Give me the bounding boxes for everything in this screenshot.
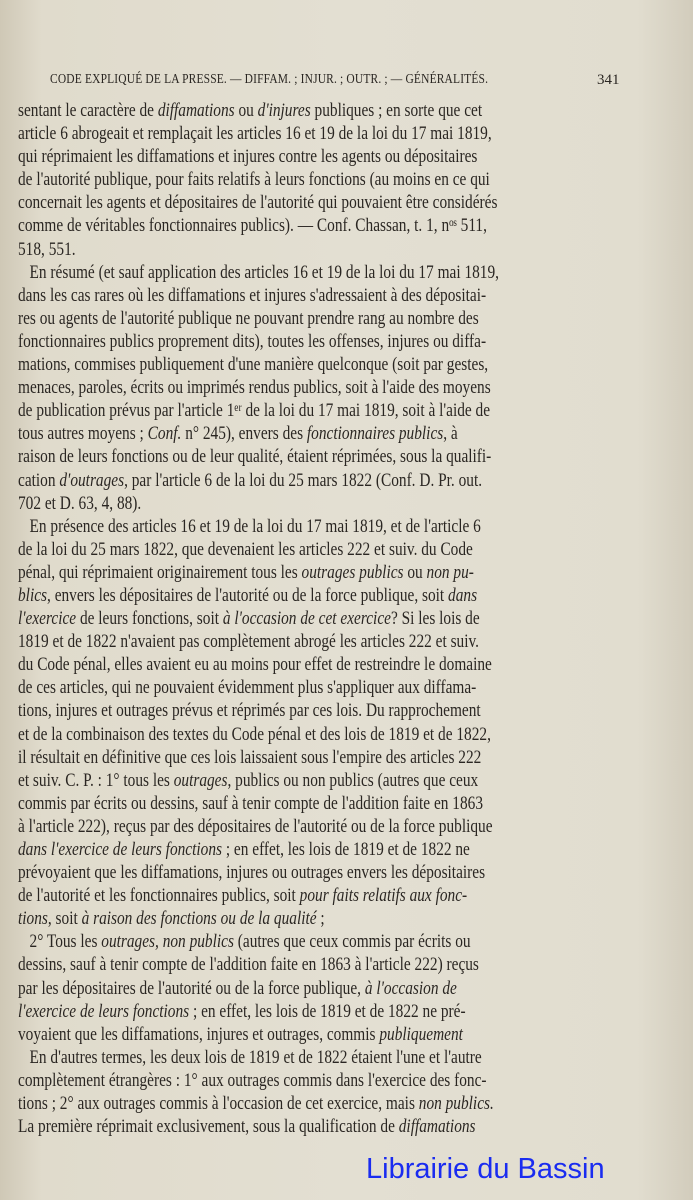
text-line: [18, 608, 624, 631]
text-segment: à l'article 222), reçus par des dépositaires de l'autorité ou de la force publique: [18, 816, 493, 837]
text-segment: En résumé (et sauf application des articles 16 et 19 de la loi du 17 mai 1819,: [18, 262, 499, 283]
text-segment: ; en effet, les lois de 1819 et de 1822 ne pré-: [189, 1001, 466, 1022]
text-line: [18, 978, 624, 1001]
text-line: [18, 1070, 624, 1093]
text-segment: il résultait en définitive que ces lois laissaient sous l'empire des articles 222: [18, 747, 482, 768]
text-segment: article 6 abrogeait et remplaçait les articles 16 et 19 de la loi du 17 mai 1819,: [18, 124, 492, 145]
text-line-content: [18, 493, 141, 516]
text-segment: n° 245), envers des: [181, 424, 307, 445]
text-segment: et suiv. C. P. : 1° tous les: [18, 770, 174, 791]
text-line: [18, 123, 624, 146]
italic-text: non publics.: [418, 1094, 494, 1115]
text-line-content: [18, 654, 492, 677]
text-line: [18, 239, 624, 262]
text-line-content: [18, 146, 477, 169]
text-segment: commis par écrits ou dessins, sauf à tenir compte de l'addition faite en 1863: [18, 793, 484, 814]
text-line: [18, 908, 624, 931]
text-segment: , soit: [47, 909, 82, 930]
text-line-content: [18, 1116, 476, 1139]
text-segment: En d'autres termes, les deux lois de 1819 et de 1822 étaient l'une et l'autre: [18, 1047, 482, 1068]
text-segment: de l'autorité publique, pour faits relatifs à leurs fonctions (au moins en ce qui: [18, 170, 490, 191]
text-line-content: [18, 1093, 494, 1116]
text-line: [18, 816, 624, 839]
text-segment: ? Si les lois de: [390, 609, 480, 630]
text-line-content: [18, 585, 477, 608]
italic-text: diffamations: [157, 101, 235, 121]
text-line-content: [18, 1024, 463, 1047]
text-line-content: [18, 700, 481, 723]
text-segment: ou: [403, 562, 427, 583]
text-segment: publiques ; en sorte que cet: [310, 101, 483, 121]
italic-text: dans l'exercice de leurs fonctions: [18, 840, 222, 860]
text-line-content: [18, 516, 481, 539]
text-line-content: [18, 539, 473, 562]
text-segment: menaces, paroles, écrits ou imprimés rendus publics, soit à l'aide des moyens: [18, 378, 491, 399]
text-line-content: [18, 954, 479, 977]
text-line-content: [18, 1070, 487, 1093]
italic-text: publiquement: [379, 1024, 463, 1045]
text-segment: complètement étrangères : 1° aux outrages commis dans l'exercice des fonc-: [18, 1070, 487, 1091]
text-line: [18, 423, 624, 446]
text-line: [18, 770, 624, 793]
italic-text: tions: [18, 909, 48, 930]
text-segment: prévoyaient que les diffamations, injures ou outrages envers les dépositaires: [18, 863, 486, 884]
text-segment: par les dépositaires de l'autorité ou de la force publique,: [18, 978, 365, 999]
text-segment: , envers les dépositaires de l'autorité ou de la force publique, soit: [47, 585, 449, 606]
text-line: [18, 516, 624, 539]
text-segment: tous autres moyens ;: [18, 424, 148, 445]
text-line-content: [18, 262, 499, 285]
text-line: [18, 169, 624, 192]
italic-text: outrages, non publics: [101, 932, 234, 953]
text-line: [18, 493, 624, 516]
italic-text: Conf.: [147, 424, 182, 445]
text-line: [18, 354, 624, 377]
text-line: [18, 192, 624, 215]
watermark: Librairie du Bassin: [366, 1153, 605, 1185]
text-segment: de la loi du 25 mars 1822, que devenaient les articles 222 et suiv. du Code: [18, 539, 473, 560]
text-segment: 702 et D. 63, 4, 88).: [18, 493, 142, 514]
italic-text: dans: [448, 585, 478, 606]
text-segment: ; en effet, les lois de 1819 et de 1822 ne: [221, 840, 470, 860]
italic-text: d'injures: [257, 101, 311, 121]
text-line-content: [18, 562, 474, 585]
text-line: [18, 1047, 624, 1070]
body-text: [18, 100, 624, 1139]
text-segment: de publication prévus par l'article 1ᵉʳ de la loi du 17 mai 1819, soit à l'aide de: [18, 401, 491, 422]
text-line-content: [18, 978, 457, 1001]
text-segment: qui réprimaient les diffamations et injures contre les agents ou dépositaires: [18, 147, 478, 168]
text-line-content: [18, 724, 491, 747]
text-line-content: [18, 816, 493, 839]
text-line: [18, 1093, 624, 1116]
italic-text: d'outrages: [59, 470, 125, 491]
text-segment: , par l'article 6 de la loi du 25 mars 1822 (Conf. D. Pr. out.: [124, 470, 483, 491]
text-line: [18, 331, 624, 354]
text-line: [18, 215, 624, 238]
text-line-content: [18, 608, 480, 631]
text-line-content: [18, 908, 325, 931]
text-line-content: [18, 331, 486, 354]
text-line-content: [18, 400, 490, 423]
italic-text: à l'occasion de: [364, 978, 457, 999]
text-line: [18, 654, 624, 677]
text-segment: de leurs fonctions, soit: [76, 609, 223, 630]
text-segment: res ou agents de l'autorité publique ne pouvant prendre rang au nombre des: [18, 308, 479, 329]
italic-text: blics: [18, 585, 48, 606]
text-segment: mations, commises publiquement d'une manière quelconque (soit par gestes,: [18, 355, 489, 376]
text-line: [18, 400, 624, 423]
text-line: [18, 700, 624, 723]
text-segment: dans les cas rares où les diffamations et injures s'adressaient à des dépositai-: [18, 285, 487, 306]
text-line: [18, 377, 624, 400]
text-segment: En présence des articles 16 et 19 de la loi du 17 mai 1819, et de l'article 6: [18, 516, 481, 537]
text-segment: comme de véritables fonctionnaires publics). — Conf. Chassan, t. 1, nᵒˢ 511,: [18, 216, 487, 237]
text-segment: fonctionnaires publics proprement dits), toutes les offenses, injures ou diffa-: [18, 331, 487, 352]
text-segment: ou: [234, 101, 258, 121]
italic-text: fonctionnaires publics: [306, 424, 444, 445]
text-line: [18, 862, 624, 885]
text-segment: concernait les agents et dépositaires de l'autorité qui pouvaient être considérés: [18, 193, 498, 214]
text-line: [18, 839, 624, 862]
text-segment: de ces articles, qui ne pouvaient évidemment plus s'appliquer aux diffama-: [18, 678, 477, 699]
text-segment: , publics ou non publics (autres que ceux: [227, 770, 479, 791]
text-line-content: [18, 100, 482, 123]
italic-text: à l'occasion de cet exercice: [222, 609, 391, 630]
text-line-content: [18, 931, 471, 954]
text-segment: , à: [443, 424, 458, 445]
italic-text: l'exercice de leurs fonctions: [18, 1001, 190, 1022]
text-segment: 518, 551.: [18, 239, 76, 260]
running-header-title: CODE EXPLIQUÉ DE LA PRESSE. — DIFFAM. ; INJUR. ; OUTR. ; — GÉNÉRALITÉS.: [50, 72, 489, 87]
text-segment: voyaient que les diffamations, injures et outrages, commis: [18, 1024, 380, 1045]
text-line-content: [18, 377, 491, 400]
text-line-content: [18, 747, 481, 770]
text-line-content: [18, 862, 485, 885]
text-line-content: [18, 308, 479, 331]
text-line: [18, 631, 624, 654]
text-segment: raison de leurs fonctions ou de leur qualité, étaient réprimées, sous la qualifi-: [18, 447, 492, 468]
text-line-content: [18, 631, 479, 654]
text-line: [18, 724, 624, 747]
text-line: [18, 146, 624, 169]
italic-text: diffamations: [398, 1117, 476, 1138]
italic-text: outrages: [173, 770, 228, 791]
text-line-content: [18, 1001, 466, 1024]
text-segment: dessins, sauf à tenir compte de l'addition faite en 1863 à l'article 222) reçus: [18, 955, 479, 976]
text-segment: 2° Tous les: [18, 932, 102, 953]
text-line-content: [18, 169, 490, 192]
text-segment: du Code pénal, elles avaient eu au moins pour effet de restreindre le domaine: [18, 655, 492, 676]
text-line: [18, 285, 624, 308]
text-line-content: [18, 839, 470, 862]
text-line: [18, 262, 624, 285]
text-line: [18, 1116, 624, 1139]
text-segment: tions ; 2° aux outrages commis à l'occasion de cet exercice, mais: [18, 1094, 419, 1115]
text-line: [18, 885, 624, 908]
italic-text: à raison des fonctions ou de la qualité: [81, 909, 317, 930]
text-segment: (autres que ceux commis par écrits ou: [233, 932, 471, 953]
text-line-content: [18, 1047, 482, 1070]
text-line-content: [18, 123, 492, 146]
text-line: [18, 1024, 624, 1047]
text-line: [18, 539, 624, 562]
text-line-content: [18, 793, 483, 816]
text-line: [18, 585, 624, 608]
text-segment: de l'autorité et les fonctionnaires publics, soit: [18, 886, 300, 907]
italic-text: non pu-: [426, 562, 474, 583]
text-line-content: [18, 423, 458, 446]
text-line-content: [18, 885, 467, 908]
text-line: [18, 308, 624, 331]
text-line-content: [18, 470, 482, 493]
text-line: [18, 446, 624, 469]
text-line: [18, 1001, 624, 1024]
text-line-content: [18, 192, 497, 215]
text-segment: ;: [316, 909, 325, 930]
text-line-content: [18, 215, 487, 238]
text-segment: et de la combinaison des textes du Code pénal et des lois de 1819 et de 1822,: [18, 724, 491, 745]
page-number: 341: [597, 72, 620, 88]
text-line-content: [18, 677, 476, 700]
text-segment: tions, injures et outrages prévus et réprimés par ces lois. Du rapprochement: [18, 701, 481, 722]
text-line-content: [18, 285, 486, 308]
text-line: [18, 100, 624, 123]
italic-text: l'exercice: [18, 609, 77, 630]
text-line: [18, 954, 624, 977]
italic-text: pour faits relatifs aux fonc-: [299, 886, 468, 907]
text-segment: cation: [18, 470, 60, 491]
text-line: [18, 931, 624, 954]
text-line-content: [18, 770, 478, 793]
running-header: [50, 72, 497, 88]
text-segment: 1819 et de 1822 n'avaient pas complètement abrogé les articles 222 et suiv.: [18, 632, 480, 653]
text-line: [18, 793, 624, 816]
italic-text: outrages publics: [301, 562, 404, 583]
text-line-content: [18, 239, 76, 262]
text-line: [18, 562, 624, 585]
text-line-content: [18, 354, 488, 377]
text-segment: La première réprimait exclusivement, sous la qualification de: [18, 1117, 399, 1138]
text-line-content: [18, 446, 491, 469]
text-line: [18, 677, 624, 700]
text-segment: pénal, qui réprimaient originairement tous les: [18, 562, 302, 583]
text-line: [18, 470, 624, 493]
text-line: [18, 747, 624, 770]
text-segment: sentant le caractère de: [18, 101, 158, 121]
